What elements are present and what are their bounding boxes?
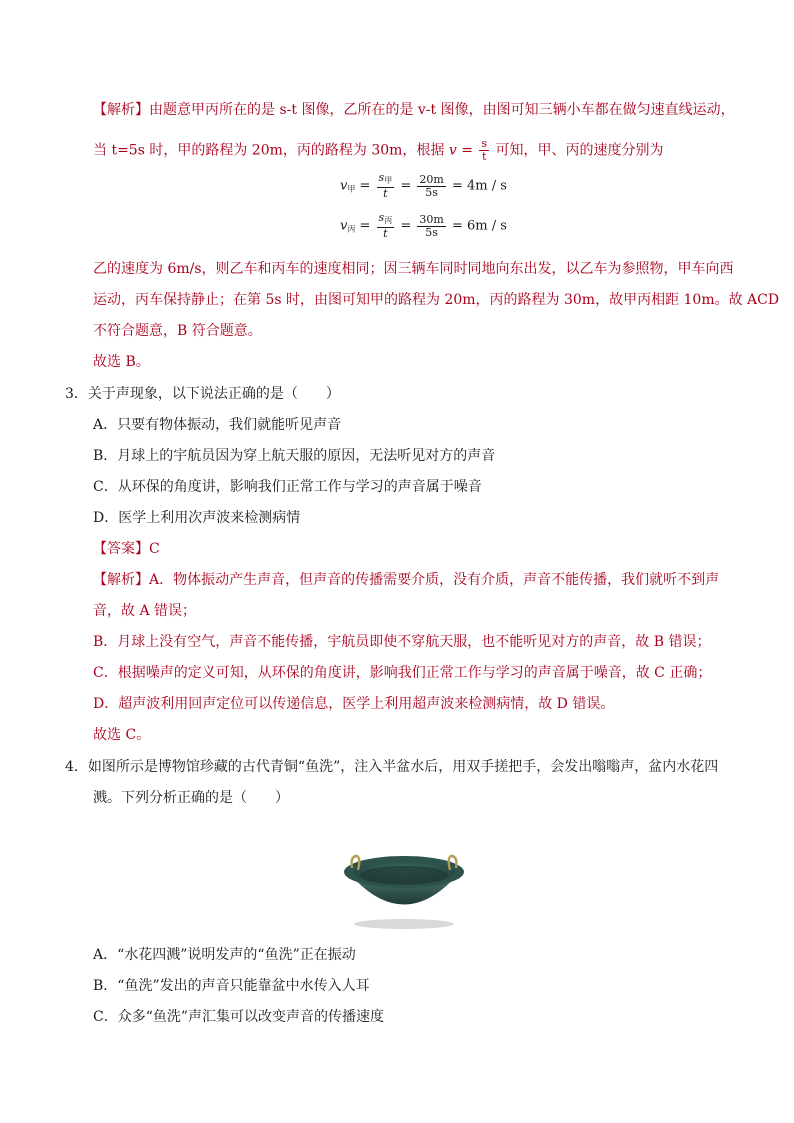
- question-3-analysis-b: B．月球上没有空气，声音不能传播，宇航员即使不穿航天服，也不能听见对方的声音，故 B 错误；: [93, 634, 711, 650]
- question-4-option-c: C．众多“鱼洗”声汇集可以改变声音的传播速度: [93, 1009, 385, 1025]
- question-4-stem-line-1: 4．如图所示是博物馆珍藏的古代青铜“鱼洗”，注入半盆水后，用双手搓把手，会发出嗡嗡声，盆内水花四: [65, 759, 719, 775]
- bronze-basin-image: [338, 842, 470, 930]
- question-3-answer: 【答案】C: [93, 541, 160, 557]
- question-3-option-a: A．只要有物体振动，我们就能听见声音: [93, 417, 342, 433]
- question-3-conclusion: 故选 C。: [93, 727, 151, 743]
- question-4-stem-line-2: 溅。下列分析正确的是（ ）: [93, 790, 289, 806]
- question-3-option-c: C．从环保的角度讲，影响我们正常工作与学习的声音属于噪音: [93, 479, 482, 495]
- question-4-option-a: A．“水花四溅”说明发声的“鱼洗”正在振动: [93, 947, 356, 963]
- formula-bing: $v_丙$ = $\frac{s_丙}{t}$ = $\frac{30m}{5s}$ = 6m / s: [340, 211, 507, 240]
- question-3-analysis-c: C．根据噪声的定义可知，从环保的角度讲，影响我们正常工作与学习的声音属于噪音，故 C 正确；: [93, 665, 712, 681]
- question-3-stem: 3．关于声现象，以下说法正确的是（ ）: [65, 386, 340, 402]
- question-3-analysis-d: D．超声波利用回声定位可以传递信息，医学上利用超声波来检测病情，故 D 错误。: [93, 696, 615, 712]
- velocity-fraction: $\frac{s}{t}$: [481, 137, 488, 163]
- analysis-line-3: 乙的速度为 6m/s，则乙车和丙车的速度相同；因三辆车同时同地向东出发，以乙车为参照物，甲车向西: [93, 261, 734, 277]
- question-3-analysis-a1: 【解析】A．物体振动产生声音，但声音的传播需要介质，没有介质，声音不能传播，我们就听不到声: [93, 572, 720, 588]
- analysis-line-4: 运动，丙车保持静止；在第 5s 时，由图可知甲的路程为 20m，丙的路程为 30m，故甲丙相距 10m。故 ACD: [93, 292, 780, 308]
- analysis-tag: 【解析】: [93, 102, 149, 118]
- analysis-line-5: 不符合题意，B 符合题意。: [93, 323, 262, 339]
- analysis-conclusion: 故选 B。: [93, 354, 150, 370]
- analysis-line-1: 【解析】由题意甲丙所在的是 s-t 图像，乙所在的是 v-t 图像，由图可知三辆小车都在做匀速直线运动，: [93, 102, 735, 118]
- question-3-option-d: D．医学上利用次声波来检测病情: [93, 510, 301, 526]
- question-4-option-b: B．“鱼洗”发出的声音只能靠盆中水传入人耳: [93, 978, 370, 994]
- question-3-analysis-a2: 音，故 A 错误；: [93, 603, 197, 619]
- question-3-option-b: B．月球上的宇航员因为穿上航天服的原因，无法听见对方的声音: [93, 448, 496, 464]
- formula-jia: $v_甲$ = $\frac{s_甲}{t}$ = $\frac{20m}{5s}$ = 4m / s: [340, 171, 507, 200]
- analysis-line-2: 当 t=5s 时，甲的路程为 20m，丙的路程为 30m，根据 v = $\frac{s}{t}$ 可知，甲、丙的速度分别为: [93, 137, 664, 163]
